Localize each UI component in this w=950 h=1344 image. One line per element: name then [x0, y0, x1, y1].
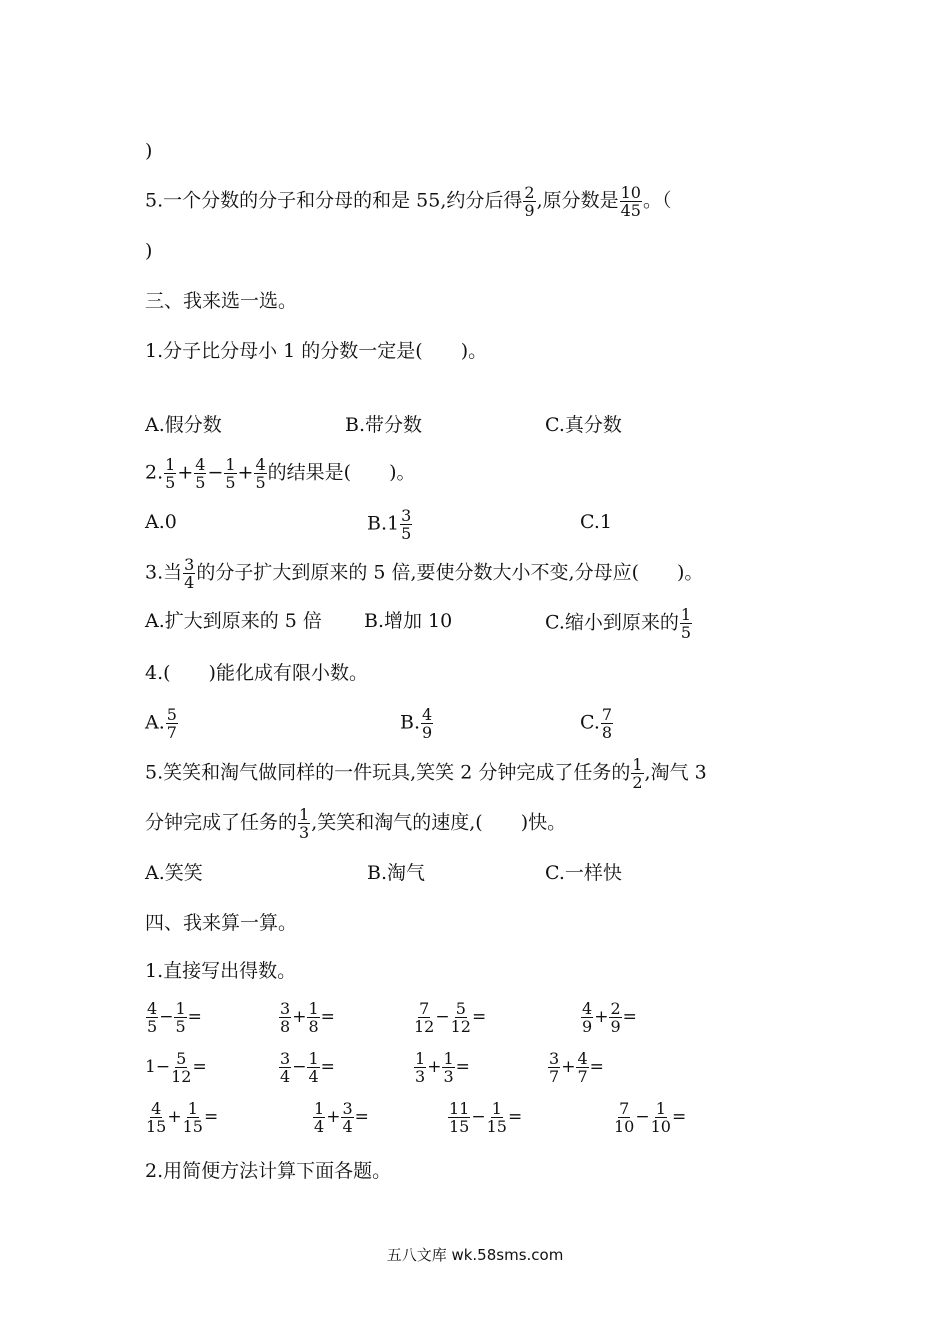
fraction: $\frac{1}{15}$	[182, 1099, 203, 1136]
calc-item	[278, 1050, 335, 1085]
q5-answer-paren: 。（	[642, 189, 672, 212]
calc-item	[278, 1000, 335, 1035]
option-label: B.1	[367, 512, 400, 535]
q5-text: 5.笑笑和淘气做同样的一件玩具,笑笑 2 分钟完成了任务的	[145, 761, 631, 784]
operator: −	[635, 1107, 650, 1127]
equals-sign: =	[622, 1007, 637, 1027]
equals-sign: =	[320, 1057, 335, 1077]
q3-text: 的分子扩大到原来的 5 倍,要使分数大小不变,分母应( )。	[196, 561, 704, 584]
fraction: $\frac{1}{8}$	[308, 999, 319, 1036]
fraction: $\frac{4}{5}$	[255, 455, 266, 492]
q5-close-paren: )	[145, 240, 153, 262]
fraction: $\frac{1}{3}$	[415, 1049, 426, 1086]
fraction: $\frac{1}{2}$	[632, 755, 643, 792]
fraction: $\frac{3}{5}$	[401, 506, 412, 543]
fraction: $\frac{4}{9}$	[422, 705, 433, 742]
fraction: $\frac{10}{45}$	[620, 183, 641, 220]
q5-text: ,笑笑和淘气的速度,( )快。	[311, 811, 567, 834]
q2-number: 2.	[145, 461, 164, 484]
q1-option-a[interactable]: A.假分数	[145, 414, 222, 436]
q4-option-a[interactable]	[145, 706, 179, 741]
equals-sign: =	[455, 1057, 470, 1077]
fraction: $\frac{1}{5}$	[165, 455, 176, 492]
operator: −	[207, 461, 224, 484]
q3-option-c[interactable]	[545, 606, 693, 641]
operator: +	[167, 1107, 182, 1127]
operator: +	[326, 1107, 341, 1127]
option-label: B.	[400, 711, 421, 734]
equals-sign: =	[320, 1007, 335, 1027]
fraction: $\frac{1}{3}$	[299, 805, 310, 842]
operator: +	[561, 1057, 576, 1077]
q5-text: ,原分数是	[536, 189, 619, 212]
fraction: $\frac{4}{9}$	[582, 999, 593, 1036]
calc-item	[145, 1000, 202, 1035]
q5-option-c[interactable]: C.一样快	[545, 862, 622, 884]
equals-sign: =	[354, 1107, 369, 1127]
fraction: $\frac{1}{4}$	[314, 1099, 325, 1136]
operator: +	[237, 461, 254, 484]
q3-text: 3.当	[145, 561, 183, 584]
q5-option-b[interactable]: B.淘气	[367, 862, 426, 884]
operator: −	[155, 1057, 171, 1077]
calc-item	[580, 1000, 637, 1035]
fraction: $\frac{4}{5}$	[195, 455, 206, 492]
fraction: $\frac{5}{12}$	[450, 999, 471, 1036]
q2-option-c[interactable]: C.1	[580, 511, 612, 533]
fraction: $\frac{1}{5}$	[175, 999, 186, 1036]
true-false-q5	[145, 184, 672, 219]
fraction: $\frac{2}{9}$	[610, 999, 621, 1036]
q5-option-a[interactable]: A.笑笑	[145, 862, 203, 884]
q2-text: 的结果是( )。	[267, 461, 416, 484]
choice-q3	[145, 556, 703, 591]
operator: +	[177, 461, 194, 484]
calc-item	[145, 1100, 218, 1135]
operator: −	[471, 1107, 486, 1127]
fraction: $\frac{3}{8}$	[280, 999, 291, 1036]
section3-heading: 三、我来选一选。	[145, 290, 298, 312]
choice-q5-line1	[145, 756, 707, 791]
fraction: $\frac{2}{9}$	[524, 183, 535, 220]
fraction: $\frac{3}{4}$	[342, 1099, 353, 1136]
q1-option-c[interactable]: C.真分数	[545, 414, 622, 436]
fraction: $\frac{1}{5}$	[225, 455, 236, 492]
fraction: $\frac{1}{15}$	[486, 1099, 507, 1136]
calc-item	[312, 1100, 369, 1135]
q5-text: 分钟完成了任务的	[145, 811, 298, 834]
sub-question-1: 1.直接写出得数。	[145, 960, 297, 982]
q1-option-b[interactable]: B.带分数	[345, 414, 423, 436]
choice-q5-line2	[145, 806, 566, 841]
fraction: $\frac{1}{10}$	[650, 1099, 671, 1136]
q4-option-b[interactable]	[400, 706, 434, 741]
fraction: $\frac{3}{4}$	[280, 1049, 291, 1086]
equals-sign: =	[671, 1107, 687, 1127]
fraction: $\frac{11}{15}$	[449, 1099, 470, 1136]
option-label: C.缩小到原来的	[545, 611, 679, 634]
operator: −	[292, 1057, 307, 1077]
sub-question-2: 2.用简便方法计算下面各题。	[145, 1160, 392, 1182]
q5-text: ,淘气 3	[644, 761, 707, 784]
fraction: $\frac{7}{12}$	[414, 999, 435, 1036]
whole-number: 1	[145, 1057, 156, 1077]
fraction: $\frac{4}{15}$	[146, 1099, 167, 1136]
fraction: $\frac{3}{7}$	[549, 1049, 560, 1086]
equals-sign: =	[192, 1057, 207, 1077]
q4-option-c[interactable]	[580, 706, 614, 741]
q3-option-b[interactable]: B.增加 10	[364, 610, 453, 632]
equals-sign: =	[203, 1107, 219, 1127]
fraction: $\frac{1}{3}$	[443, 1049, 454, 1086]
fraction: $\frac{1}{4}$	[308, 1049, 319, 1086]
calc-item	[547, 1050, 604, 1085]
q3-option-a[interactable]: A.扩大到原来的 5 倍	[145, 610, 322, 632]
calc-item	[413, 1000, 486, 1035]
operator: +	[427, 1057, 442, 1077]
equals-sign: =	[507, 1107, 523, 1127]
q5-text: 5.一个分数的分子和分母的和是 55,约分后得	[145, 189, 523, 212]
choice-q2	[145, 456, 415, 491]
q2-option-b[interactable]	[367, 507, 413, 542]
fraction: $\frac{4}{7}$	[577, 1049, 588, 1086]
section4-heading: 四、我来算一算。	[145, 912, 298, 934]
fraction: $\frac{7}{8}$	[601, 705, 613, 742]
fraction: $\frac{1}{5}$	[680, 605, 692, 642]
operator: −	[159, 1007, 174, 1027]
equals-sign: =	[187, 1007, 202, 1027]
option-label: A.	[145, 711, 165, 734]
fraction: $\frac{5}{12}$	[171, 1049, 192, 1086]
fraction: $\frac{5}{7}$	[166, 705, 177, 742]
equals-sign: =	[471, 1007, 487, 1027]
fraction: $\frac{3}{4}$	[184, 555, 195, 592]
footer-watermark: 五八文库 wk.58sms.com	[386, 1246, 564, 1264]
fraction: $\frac{4}{5}$	[147, 999, 158, 1036]
operator: −	[435, 1007, 450, 1027]
choice-q1: 1.分子比分母小 1 的分数一定是( )。	[145, 340, 488, 362]
calc-item	[613, 1100, 686, 1135]
option-label: C.	[580, 711, 600, 734]
prev-close-paren: )	[145, 140, 153, 162]
calc-item	[447, 1100, 522, 1135]
operator: +	[594, 1007, 609, 1027]
calc-item	[145, 1050, 207, 1085]
operator: +	[292, 1007, 307, 1027]
equals-sign: =	[589, 1057, 604, 1077]
fraction: $\frac{7}{10}$	[614, 1099, 635, 1136]
choice-q4: 4.( )能化成有限小数。	[145, 662, 368, 684]
calc-item	[413, 1050, 470, 1085]
q2-option-a[interactable]: A.0	[145, 511, 177, 533]
